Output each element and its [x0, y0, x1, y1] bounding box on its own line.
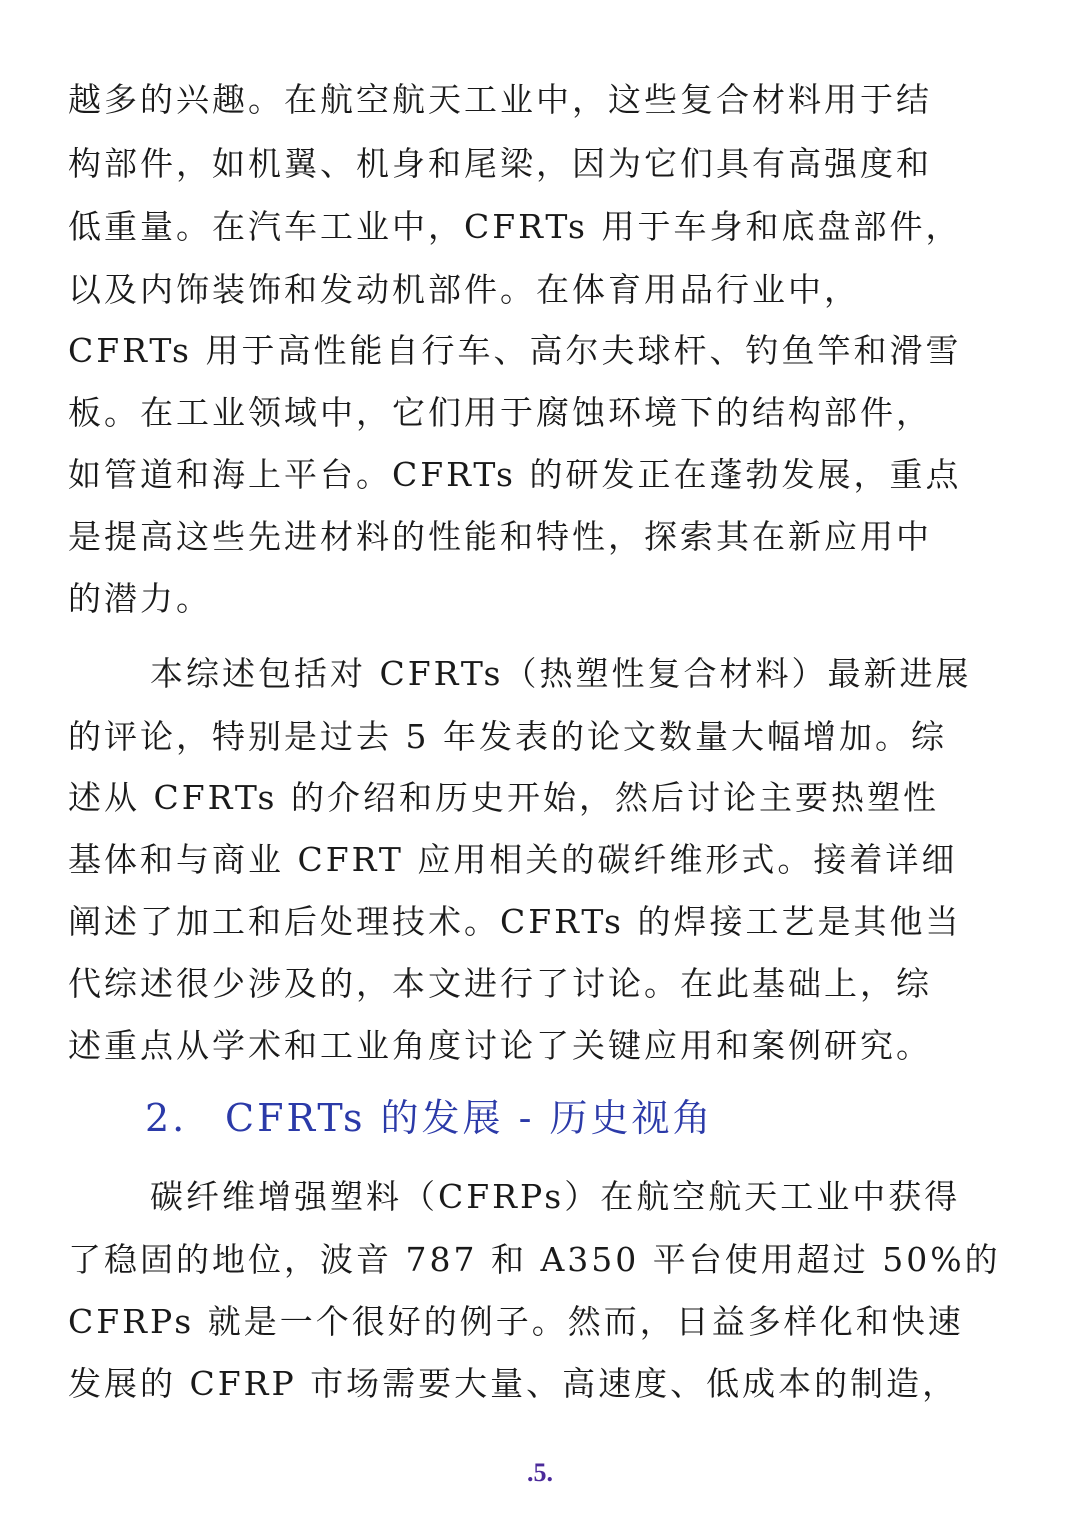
section-heading: [145, 1092, 714, 1144]
section-number: 2.: [145, 1096, 188, 1140]
text-line: 越多的兴趣。在航空航天工业中，这些复合材料用于结: [68, 80, 932, 119]
text-line: 发展的 CFRP 市场需要大量、高速度、低成本的制造，: [68, 1364, 959, 1403]
text-line: 低重量。在汽车工业中，CFRTs 用于车身和底盘部件，: [68, 207, 962, 246]
text-line: CFRTs 用于高性能自行车、高尔夫球杆、钓鱼竿和滑雪: [68, 331, 962, 370]
text-line: 述重点从学术和工业角度讨论了关键应用和案例研究。: [68, 1026, 932, 1065]
text-line: 的评论，特别是过去 5 年发表的论文数量大幅增加。综: [68, 717, 947, 756]
text-line: 本综述包括对 CFRTs（热塑性复合材料）最新进展: [150, 654, 972, 693]
page-number: .5.: [527, 1458, 553, 1487]
text-line: 如管道和海上平台。CFRTs 的研发正在蓬勃发展，重点: [68, 455, 962, 494]
text-line: CFRPs 就是一个很好的例子。然而，日益多样化和快速: [68, 1302, 964, 1341]
text-line: 了稳固的地位，波音 787 和 A350 平台使用超过 50%的: [68, 1240, 1001, 1279]
text-line: 代综述很少涉及的，本文进行了讨论。在此基础上，综: [68, 964, 932, 1003]
text-line: 基体和与商业 CFRT 应用相关的碳纤维形式。接着详细: [68, 840, 958, 879]
text-line: 板。在工业领域中，它们用于腐蚀环境下的结构部件，: [68, 393, 932, 432]
text-line: 的潜力。: [68, 579, 212, 618]
text-line: 构部件，如机翼、机身和尾梁，因为它们具有高强度和: [68, 144, 932, 183]
text-line: 碳纤维增强塑料（CFRPs）在航空航天工业中获得: [150, 1177, 961, 1216]
text-line: 以及内饰装饰和发动机部件。在体育用品行业中，: [68, 270, 860, 309]
section-title: CFRTs 的发展 - 历史视角: [225, 1096, 714, 1140]
text-line: 是提高这些先进材料的性能和特性，探索其在新应用中: [68, 517, 932, 556]
text-line: 阐述了加工和后处理技术。CFRTs 的焊接工艺是其他当: [68, 902, 962, 941]
text-line: 述从 CFRTs 的介绍和历史开始，然后讨论主要热塑性: [68, 778, 939, 817]
